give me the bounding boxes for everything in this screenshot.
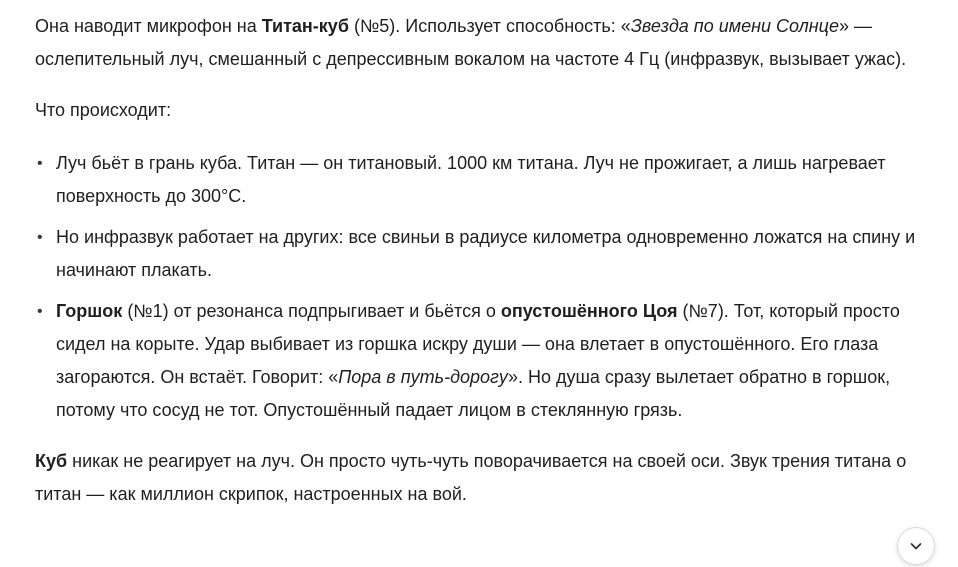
bullet-list xyxy=(35,147,940,427)
bullet-marker: • xyxy=(37,229,43,246)
text: (№1) от резонанса подпрыгивает и бьётся о xyxy=(122,301,501,321)
text: » — ослепительный луч, смешанный с депрессивным вокалом на частоте 4 Гц (инфразвук, вызывает ужас). xyxy=(35,16,907,69)
list-item xyxy=(37,147,940,213)
text: (№5). Использует способность: « xyxy=(348,16,631,36)
paragraph-what-happens: Что происходит: xyxy=(35,100,172,120)
bold-text: Куб xyxy=(35,451,68,471)
italic-text: Пора в путь-дорогу xyxy=(338,367,508,387)
bold-text: Титан-куб xyxy=(261,16,349,36)
list-item-text: Луч бьёт в грань куба. Титан — он титановый. 1000 км титана. Луч не прожигает, а лишь нагревает поверхность до 300°C. xyxy=(56,153,886,206)
scroll-to-bottom-button[interactable] xyxy=(897,527,935,565)
chevron-down-icon xyxy=(908,538,924,554)
text: Она наводит микрофон на xyxy=(35,16,262,36)
list-item-text: Но инфразвук работает на других: все свиньи в радиусе километра одновременно ложатся на спину и начинают плакать. xyxy=(56,227,916,280)
bullet-marker: • xyxy=(37,155,43,172)
bold-text: опустошённого Цоя xyxy=(500,301,678,321)
bullet-marker: • xyxy=(37,303,43,320)
chat-message xyxy=(35,10,940,511)
text: никак не реагирует на луч. Он просто чуть-чуть поворачивается на своей оси. Звук трения титана о титан — как миллион скрипок, настроенных на вой. xyxy=(35,451,907,504)
list-item xyxy=(37,295,940,427)
list-item xyxy=(37,221,940,287)
text: (№7). Тот, который просто сидел на корыте. Удар выбивает из горшка искру души — она влетает в опустошённого. Его глаза загораются. Он встаёт. Говорит: « xyxy=(56,301,900,387)
paragraph-intro xyxy=(35,10,940,76)
bold-text: Горшок xyxy=(56,301,123,321)
italic-text: Звезда по имени Солнце xyxy=(630,16,839,36)
paragraph-cube xyxy=(35,445,940,511)
text: ». Но душа сразу вылетает обратно в горшок, потому что сосуд не тот. Опустошённый падает лицом в стеклянную грязь. xyxy=(56,367,891,420)
